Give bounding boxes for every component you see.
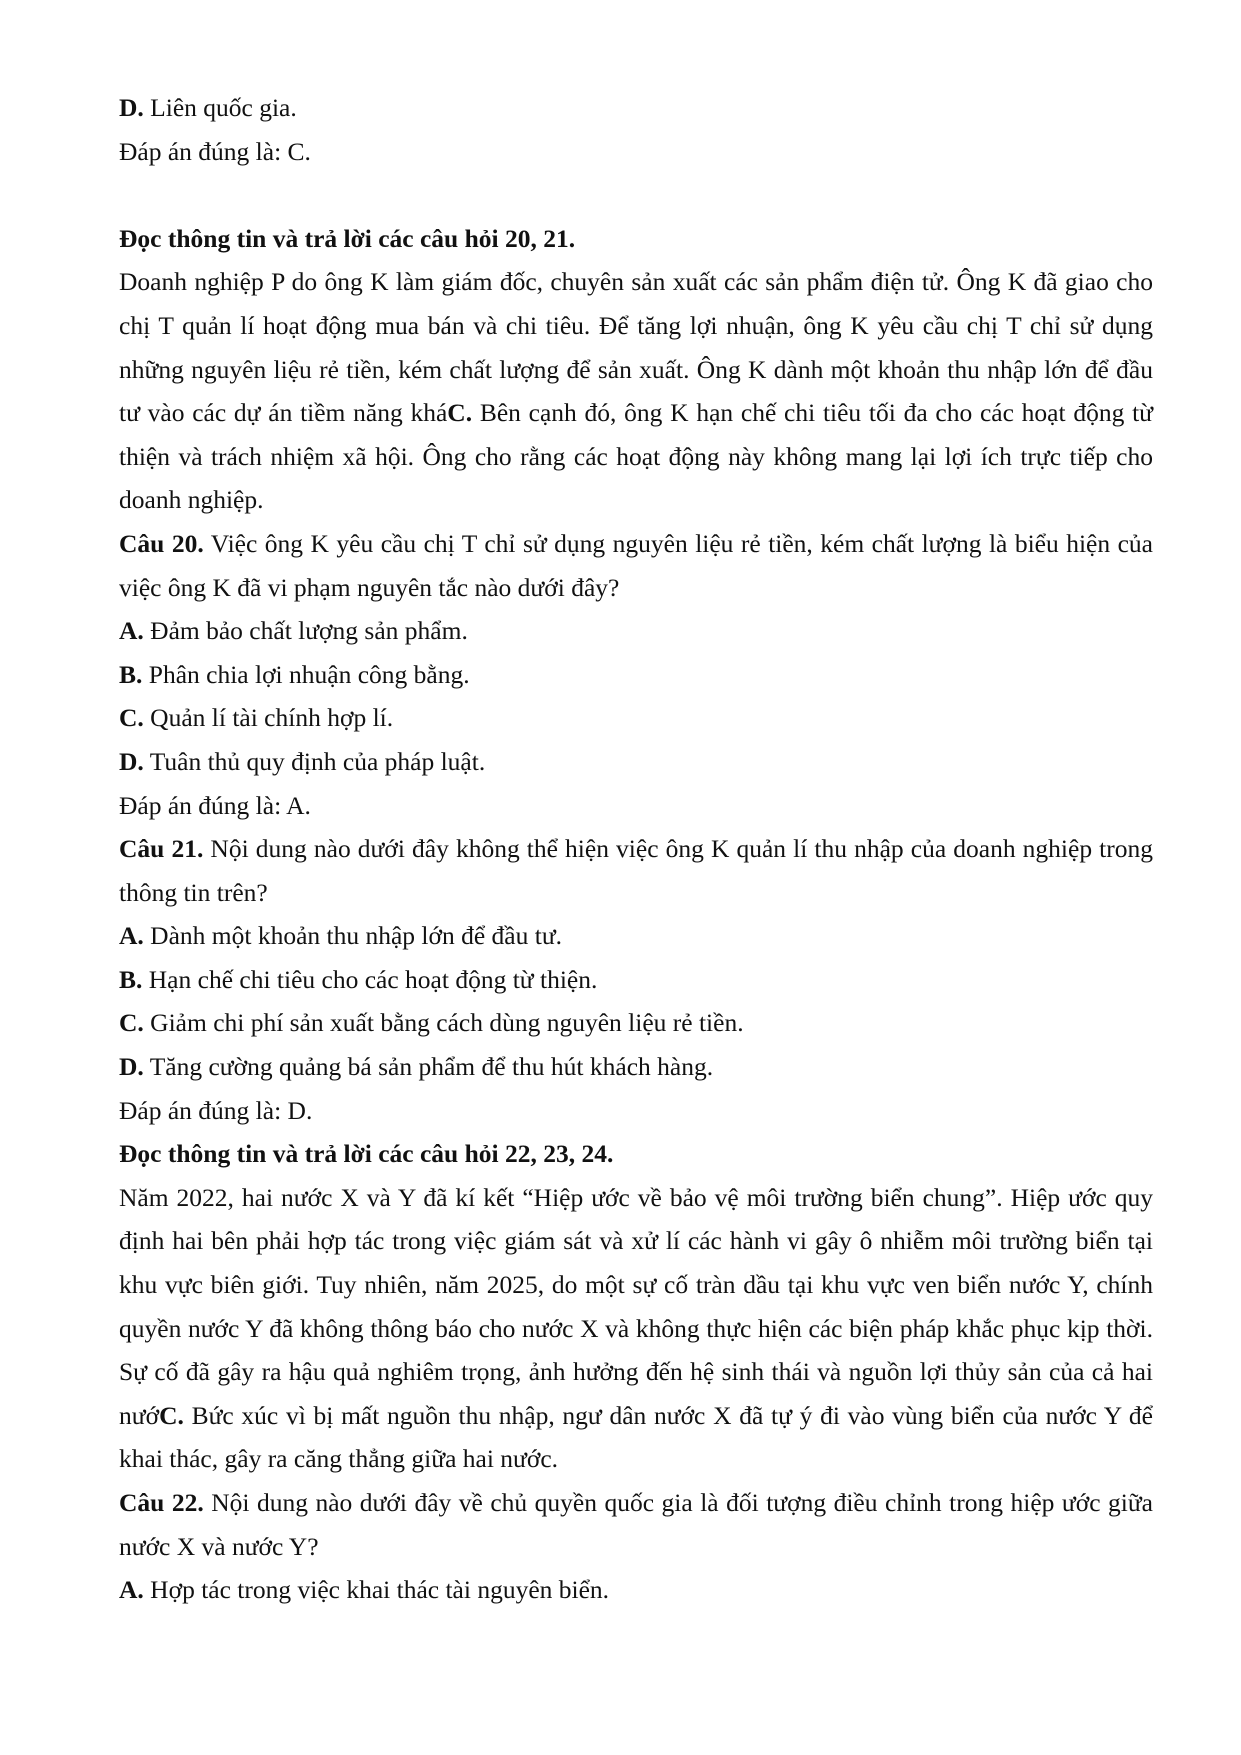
option-text: Giảm chi phí sản xuất bằng cách dùng nguyên liệu rẻ tiền. xyxy=(143,1008,744,1038)
q21-option-a xyxy=(119,914,1153,958)
q21-option-d xyxy=(119,1045,1153,1089)
option-text: Quản lí tài chính hợp lí. xyxy=(143,703,394,733)
passage xyxy=(119,1176,1153,1481)
question-21 xyxy=(119,827,1153,914)
option-text: Tăng cường quảng bá sản phẩm để thu hút khách hàng. xyxy=(143,1052,714,1082)
q20-option-d xyxy=(119,740,1153,784)
option-label: C. xyxy=(119,1008,144,1038)
q20-option-a xyxy=(119,609,1153,653)
question-20 xyxy=(119,522,1153,609)
question-22 xyxy=(119,1481,1153,1568)
option-label: D. xyxy=(119,1052,144,1082)
option-label: D. xyxy=(119,93,144,122)
question-label: Câu 22. xyxy=(119,1488,204,1517)
option-label: A. xyxy=(119,1575,144,1605)
q20-option-b xyxy=(119,653,1153,697)
option-label: A. xyxy=(119,921,144,951)
option-label: B. xyxy=(119,964,143,994)
passage-text-rest: Bên cạnh đó, ông K hạn chế chi tiêu tối đa cho các hoạt động từ thiện và trách nhiệm xã hội. Ông cho rằng các hoạt động này không mang lại lợi ích trực tiếp cho doanh nghiệp. xyxy=(119,398,1153,515)
passage xyxy=(119,260,1153,522)
answer-line: Đáp án đúng là: A. xyxy=(119,790,311,820)
option-label: B. xyxy=(119,659,143,689)
option-text: Hạn chế chi tiêu cho các hoạt động từ thiện. xyxy=(142,964,598,994)
question-label: Câu 21. xyxy=(119,834,204,864)
passage-bold-text: C. xyxy=(447,398,473,428)
option-text: Liên quốc gia. xyxy=(143,93,297,122)
option-label: A. xyxy=(119,616,144,646)
question-text: Việc ông K yêu cầu chị T chỉ sử dụng nguyên liệu rẻ tiền, kém chất lượng là biểu hiện của việc ông K đã vi phạm nguyên tắc nào dưới đây? xyxy=(119,528,1153,602)
option-text: Đảm bảo chất lượng sản phẩm. xyxy=(143,616,468,646)
option-text: Tuân thủ quy định của pháp luật. xyxy=(143,746,486,776)
option-d xyxy=(119,86,1153,130)
option-text: Dành một khoản thu nhập lớn để đầu tư. xyxy=(143,921,563,951)
q21-option-c xyxy=(119,1001,1153,1045)
question-label: Câu 20. xyxy=(119,528,204,558)
option-label: C. xyxy=(119,703,144,733)
passage-text: Doanh nghiệp P do ông K làm giám đốc, chuyên sản xuất các sản phẩm điện tử. Ông K đã giao cho chị T quản lí hoạt động mua bán và chi tiêu. Để tăng lợi nhuận, ông K yêu cầu chị T chỉ sử dụng những nguyên liệu rẻ tiền, kém chất lượng để sản xuất. Ông K dành một khoản thu nhập lớn để đầu tư vào các dự án tiềm năng khá xyxy=(119,267,1153,428)
q20-option-c xyxy=(119,696,1153,740)
passage-text: Năm 2022, hai nước X và Y đã kí kết “Hiệp ước về bảo vệ môi trường biển chung”. Hiệp ước quy định hai bên phải hợp tác trong việc giám sát và xử lí các hành vi gây ô nhiễm môi trường biển tại khu vực biên giới. Tuy nhiên, năm 2025, do một sự cố tràn dầu tại khu vực ven biển nước Y, chính quyền nước Y đã không thông báo cho nước X và không thực hiện các biện pháp khắc phục kịp thời. Sự cố đã gây ra hậu quả nghiêm trọng, ảnh hưởng đến hệ sinh thái và nguồn lợi thủy sản của cả hai nướ xyxy=(119,1182,1153,1430)
option-text: Phân chia lợi nhuận công bằng. xyxy=(142,659,470,689)
q22-option-a xyxy=(119,1568,1153,1612)
answer-line: Đáp án đúng là: C. xyxy=(119,136,311,166)
section-heading: Đọc thông tin và trả lời các câu hỏi 22, 23, 24. xyxy=(119,1139,614,1169)
passage-text-rest: Bức xúc vì bị mất nguồn thu nhập, ngư dân nước X đã tự ý đi vào vùng biển của nước Y để khai thác, gây ra căng thẳng giữa hai nước. xyxy=(119,1400,1153,1474)
option-text: Hợp tác trong việc khai thác tài nguyên biển. xyxy=(143,1575,610,1605)
section-heading: Đọc thông tin và trả lời các câu hỏi 20, 21. xyxy=(119,223,576,253)
q21-option-b xyxy=(119,958,1153,1002)
spacer xyxy=(119,173,1153,217)
option-label: D. xyxy=(119,746,144,776)
question-text: Nội dung nào dưới đây về chủ quyền quốc gia là đối tượng điều chỉnh trong hiệp ước giữa nước X và nước Y? xyxy=(119,1488,1153,1561)
question-text: Nội dung nào dưới đây không thể hiện việc ông K quản lí thu nhập của doanh nghiệp trong thông tin trên? xyxy=(119,834,1153,907)
document-page xyxy=(119,86,1153,1612)
answer-line: Đáp án đúng là: D. xyxy=(119,1095,313,1125)
passage-bold-text: C. xyxy=(159,1400,184,1430)
